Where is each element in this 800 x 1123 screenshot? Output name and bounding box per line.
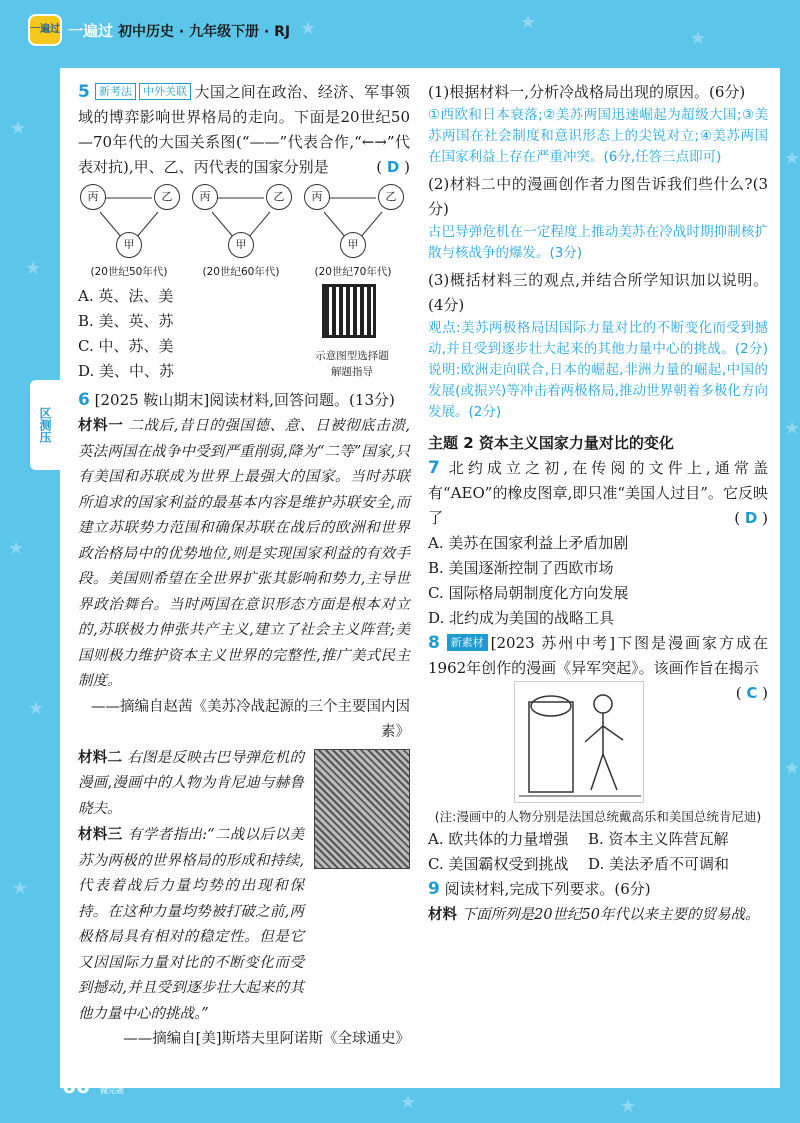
brand-name: 一遍过 — [68, 22, 114, 40]
option-d[interactable]: D. 美法矛盾不可调和 — [588, 855, 730, 873]
option-b[interactable]: B. 美、英、苏 — [78, 312, 174, 330]
q8-options — [428, 827, 768, 877]
option-d[interactable]: D. 美、中、苏 — [78, 362, 175, 380]
option-a[interactable]: A. 美苏在国家利益上矛盾加剧 — [428, 534, 629, 552]
star-icon: ★ — [10, 118, 27, 139]
question-stem: 下图是漫画家方成在1962年创作的漫画《异军突起》。该画作旨在揭示 — [428, 634, 768, 677]
option-b[interactable]: B. 美国逐渐控制了西欧市场 — [428, 559, 614, 577]
material-label: 材料三 — [78, 826, 123, 843]
node-jia: 甲 — [116, 232, 142, 258]
side-tab: 区测压 — [30, 380, 60, 470]
qr-caption-line: 解题指导 — [331, 366, 373, 378]
cuban-missile-cartoon — [314, 749, 410, 869]
question-6 — [78, 388, 410, 413]
question-5 — [78, 80, 410, 180]
material-3-start — [78, 822, 304, 1027]
star-icon: ★ — [690, 28, 707, 49]
tag-badge: 新素材 — [447, 634, 488, 651]
answer: D — [386, 158, 400, 176]
footer-slogan: 上课认真听 下课做完题 — [100, 1076, 159, 1095]
option-c[interactable]: C. 国际格局朝制度化方向发展 — [428, 584, 629, 602]
qr-caption — [302, 348, 402, 380]
question-stem: 大国之间在政治、经济、军事领域的博弈影响世界格局的走向。下面是20世纪50—70年代的大国关系图(“——”代表合作,“←→”代表对抗),甲、乙、丙代表的国家分别是 — [78, 83, 410, 176]
star-icon: ★ — [784, 418, 800, 439]
node-yi: 乙 — [378, 184, 404, 210]
subquestion-answer: ①西欧和日本衰落;②美苏两国迅速崛起为超级大国;③美苏两国在社会制度和意识形态上的尖锐对立;④美苏两国在国家利益上存在严重冲突。(6分,任答三点即可) — [428, 107, 768, 165]
subquestion-text: (1)根据材料一,分析冷战格局出现的原因。(6分) — [428, 83, 746, 101]
node-jia: 甲 — [228, 232, 254, 258]
qr-code[interactable] — [322, 284, 376, 338]
question-number: 5 — [78, 82, 90, 102]
q5-options-block — [78, 284, 410, 384]
node-bing: 丙 — [192, 184, 218, 210]
star-icon: ★ — [25, 258, 42, 279]
option-a[interactable]: A. 欧共体的力量增强 — [428, 830, 569, 848]
material-2-block — [78, 745, 410, 1028]
node-bing: 丙 — [80, 184, 106, 210]
question-stem: 阅读材料,完成下列要求。(6分) — [444, 880, 651, 898]
star-icon: ★ — [300, 18, 317, 39]
material-text: 下面所列是20世纪50年代以来主要的贸易战。 — [461, 907, 760, 923]
material-text: 二战后,昔日的强国德、意、日被彻底击溃,英法两国在战争中受到严重削弱,降为“二等”国家,只有美国和苏联成为世界上最强大的国家。当时苏联所追求的国家利益的最基本内容是维护苏联安全,而建立苏联势力范围和确保苏联在战后的欧洲和世界政治格局中的优势地位,则是实现国家利益的有效手段。美国则希望在全世界扩张其影响和势力,主导世界政治舞台。当时两国在意识形态方面是根本对立的,苏联极力伸张共产主义,建立了社会主义阵营;美国则极力维护资本主义世界的完整性,推广美式民主制度。 — [78, 418, 411, 689]
material-source: ——摘编自赵茜《美苏冷战起源的三个主要国内因素》 — [91, 698, 410, 740]
material-text: 右图是反映古巴导弹危机的漫画,漫画中的人物为肯尼迪与赫鲁晓夫。 — [78, 749, 305, 817]
subquestion-text: (3)概括材料三的观点,并结合所学知识加以说明。(4分) — [428, 271, 768, 314]
subquestion-text: (2)材料二中的漫画创作者力图告诉我们些什么?(3分) — [428, 175, 768, 218]
answer: C — [746, 684, 758, 702]
material-label: 材料一 — [78, 417, 124, 434]
de-gaulle-kennedy-cartoon — [514, 681, 644, 803]
subquestion-answer: 观点:美苏两极格局因国际力量对比的不断变化而受到撼动,并且受到逐步壮大起来的其他力量中心的挑战。(2分)说明:欧洲走向联合,日本的崛起,非洲力量的崛起,中国的发展(或振兴)等冲击着两极格局,推动世界朝着多极化方向发展。(2分) — [428, 320, 768, 420]
material-1 — [78, 413, 410, 695]
option-c[interactable]: C. 中、苏、美 — [78, 337, 174, 355]
diagram-caption: (20世纪50年代) — [90, 266, 168, 278]
material-text: 有学者指出:“二战以后以美苏为两极的世界格局的形成和持续,代表着战后力量均势的出现和保持。在这种力量均势被打破之前,两极格局具有相对的稳定性。但是它又因国际力量对比的不断变化而受到撼动,并且受到逐步壮大起来的其他力量中心的挑战。” — [78, 827, 304, 1022]
right-column — [428, 80, 768, 929]
question-number: 6 — [78, 390, 90, 410]
node-yi: 乙 — [154, 184, 180, 210]
left-column — [78, 80, 410, 1052]
material-2 — [78, 745, 304, 823]
star-icon: ★ — [28, 698, 45, 719]
page-number: 66 — [62, 1074, 90, 1098]
tag-badge: 新考法 — [95, 83, 136, 100]
book-title: 初中历史 · 九年级下册 · RJ — [118, 24, 291, 40]
topic-heading: 主题 2 资本主义国家力量对比的变化 — [428, 434, 674, 452]
star-icon: ★ — [784, 758, 800, 779]
diagram-caption: (20世纪60年代) — [202, 266, 280, 278]
option-c[interactable]: C. 美国霸权受到挑战 — [428, 855, 569, 873]
star-icon: ★ — [520, 12, 537, 33]
page-header — [0, 0, 800, 58]
question-stem: 阅读材料,回答问题。(13分) — [209, 391, 395, 409]
question-number: 8 — [428, 633, 440, 653]
question-source: [2023 苏州中考] — [490, 634, 616, 652]
option-d[interactable]: D. 北约成为美国的战略工具 — [428, 609, 615, 627]
question-number: 9 — [428, 879, 440, 899]
diagram-caption: (20世纪70年代) — [314, 266, 392, 278]
question-8 — [428, 631, 768, 702]
option-a[interactable]: A. 英、法、美 — [78, 287, 174, 305]
relation-diagrams — [78, 184, 410, 284]
node-bing: 丙 — [304, 184, 330, 210]
node-jia: 甲 — [340, 232, 366, 258]
cartoon-block — [428, 681, 768, 807]
subquestion-1 — [428, 80, 768, 168]
question-stem: 北约成立之初,在传阅的文件上,通常盖有“AEO”的橡皮图章,即只准“美国人过目”。它反映了 — [428, 459, 768, 527]
subquestion-answer: 古巴导弹危机在一定程度上推动美苏在冷战时期抑制核扩散与核战争的爆发。(3分) — [428, 224, 768, 261]
answer-slot: ( D ) — [376, 158, 410, 176]
brand-logo: 一遍过 — [28, 14, 62, 46]
star-icon: ★ — [784, 148, 800, 169]
option-b[interactable]: B. 资本主义阵营瓦解 — [588, 830, 729, 848]
answer-slot: ( D ) — [734, 509, 768, 527]
material-label: 材料二 — [78, 748, 123, 766]
question-9 — [428, 877, 768, 902]
star-icon: ★ — [12, 878, 29, 899]
star-icon: ★ — [620, 1096, 637, 1117]
answer-slot: ( C ) — [735, 684, 768, 702]
material-label: 材料 — [428, 906, 457, 923]
node-yi: 乙 — [266, 184, 292, 210]
subquestion-2 — [428, 172, 768, 264]
cartoon-drawing — [515, 682, 645, 804]
qr-caption-line: 示意图型选择题 — [315, 350, 389, 362]
question-number: 7 — [428, 458, 440, 478]
question-9-material — [428, 902, 768, 929]
tag-badge: 中外关联 — [139, 83, 191, 100]
material-source: ——摘编自[美]斯塔夫里阿诺斯《全球通史》 — [123, 1031, 410, 1047]
cartoon-note: (注:漫画中的人物分别是法国总统戴高乐和美国总统肯尼迪) — [434, 809, 762, 824]
answer: D — [744, 509, 758, 527]
question-source: [2025 鞍山期末] — [94, 391, 210, 409]
question-7 — [428, 456, 768, 531]
star-icon: ★ — [400, 1092, 417, 1113]
star-icon: ★ — [8, 538, 25, 559]
subquestion-3 — [428, 268, 768, 423]
